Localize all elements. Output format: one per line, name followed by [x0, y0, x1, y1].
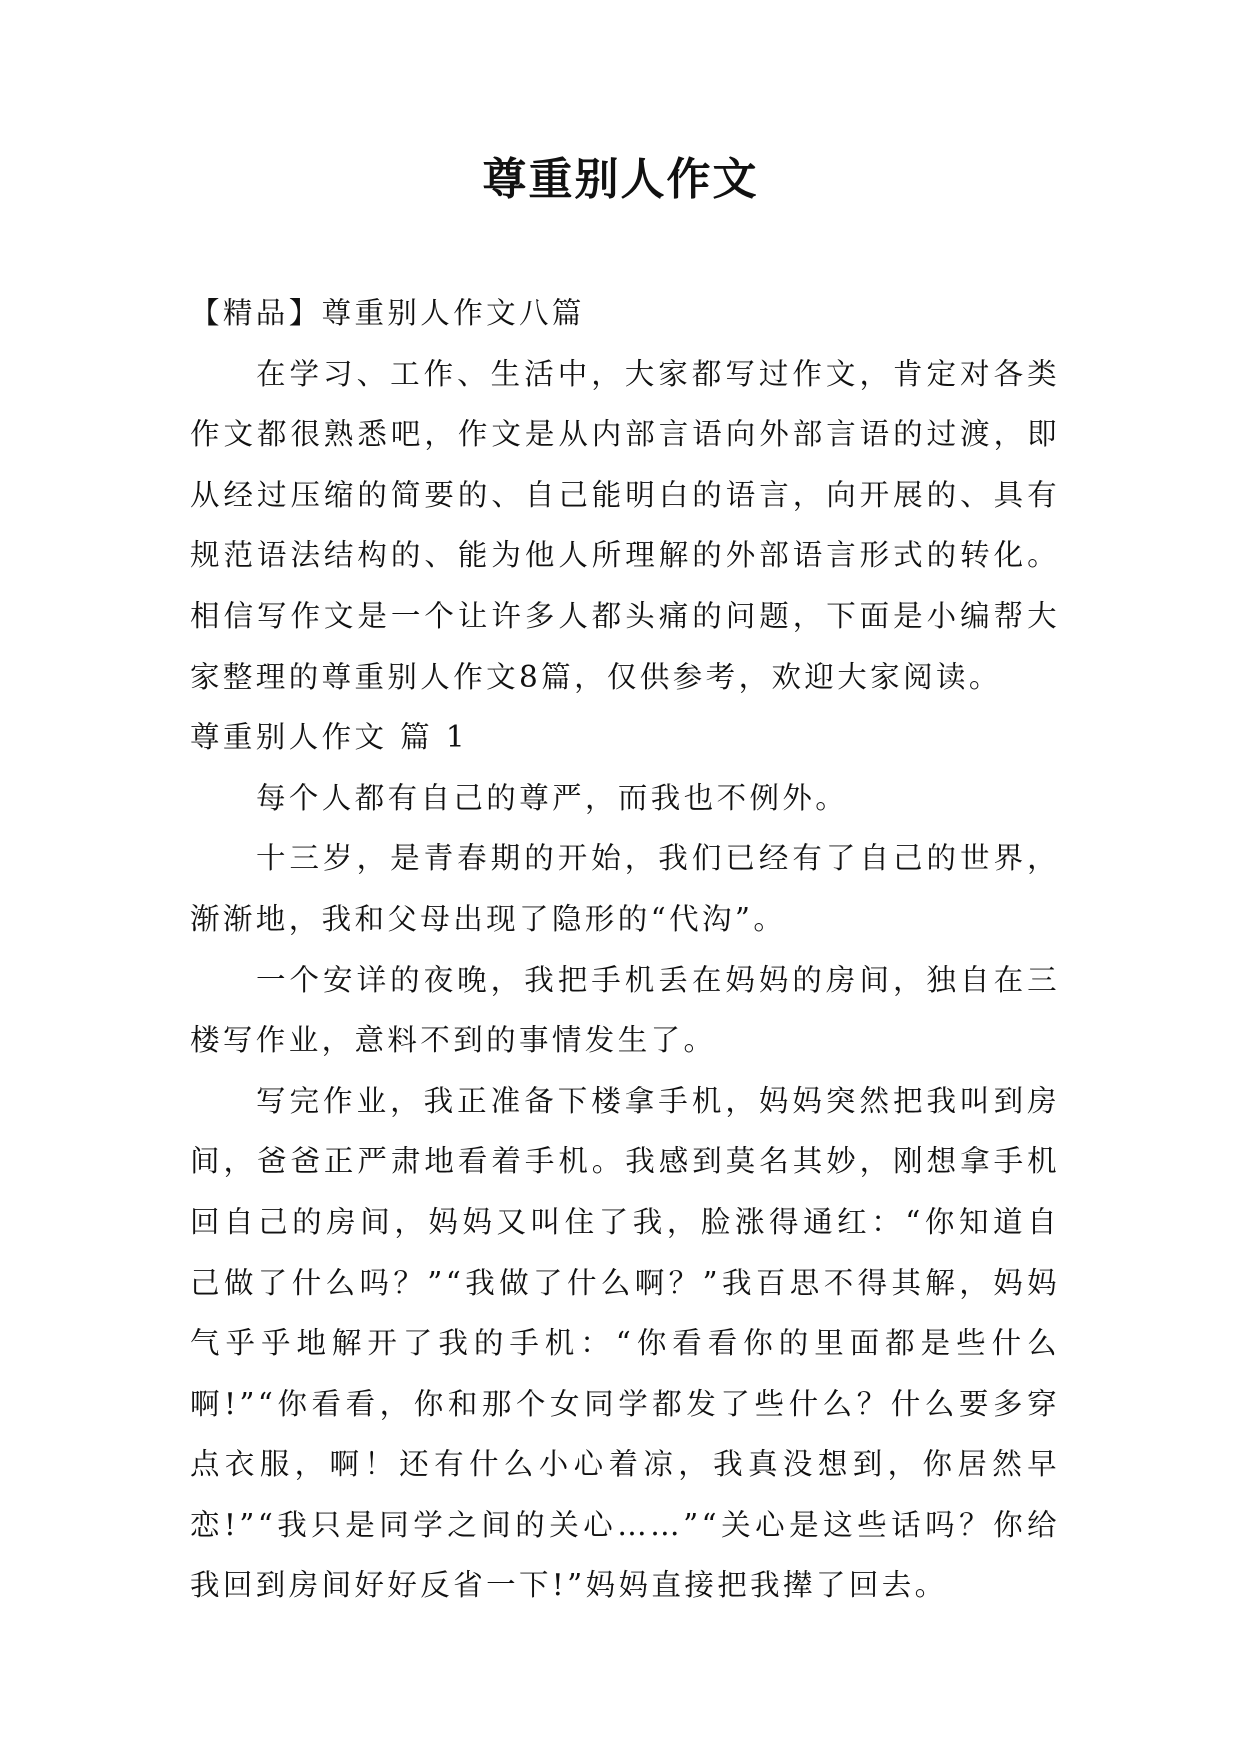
document-subtitle: 【精品】尊重别人作文八篇: [190, 296, 585, 330]
document-title: 尊重别人作文: [482, 154, 759, 205]
body-paragraph: 写完作业，我正准备下楼拿手机，妈妈突然把我叫到房间，爸爸正严肃地看着手机。我感到莫名其妙，刚想拿手机回自己的房间，妈妈又叫住了我，脸涨得通红：“你知道自己做了什么吗？”“我做了什么啊？”我百思不得其解，妈妈气乎乎地解开了我的手机：“你看看你的里面都是些什么啊!”“你看看，你和那个女同学都发了些什么？什么要多穿点衣服，啊！还有什么小心着凉，我真没想到，你居然早恋!”“我只是同学之间的关心……”“关心是这些话吗？你给我回到房间好好反省一下!”妈妈直接把我撵了回去。: [190, 1083, 1060, 1603]
body-paragraph: 一个安详的夜晚，我把手机丢在妈妈的房间，独自在三楼写作业，意料不到的事情发生了。: [190, 962, 1060, 1058]
body-paragraph: 十三岁，是青春期的开始，我们已经有了自己的世界，渐渐地，我和父母出现了隐形的“代沟”。: [190, 841, 1060, 936]
intro-paragraph: 在学习、工作、生活中，大家都写过作文，肯定对各类作文都很熟悉吧，作文是从内部言语向外部言语的过渡，即从经过压缩的简要的、自己能明白的语言，向开展的、具有规范语法结构的、能为他人所理解的外部语言形式的转化。相信写作文是一个让许多人都头痛的问题，下面是小编帮大家整理的尊重别人作文8篇，仅供参考，欢迎大家阅读。: [190, 356, 1060, 694]
body-paragraph: 每个人都有自己的尊严，而我也不例外。: [256, 780, 849, 815]
document-body: [190, 283, 1060, 1616]
section-heading: 尊重别人作文 篇 1: [190, 720, 469, 755]
